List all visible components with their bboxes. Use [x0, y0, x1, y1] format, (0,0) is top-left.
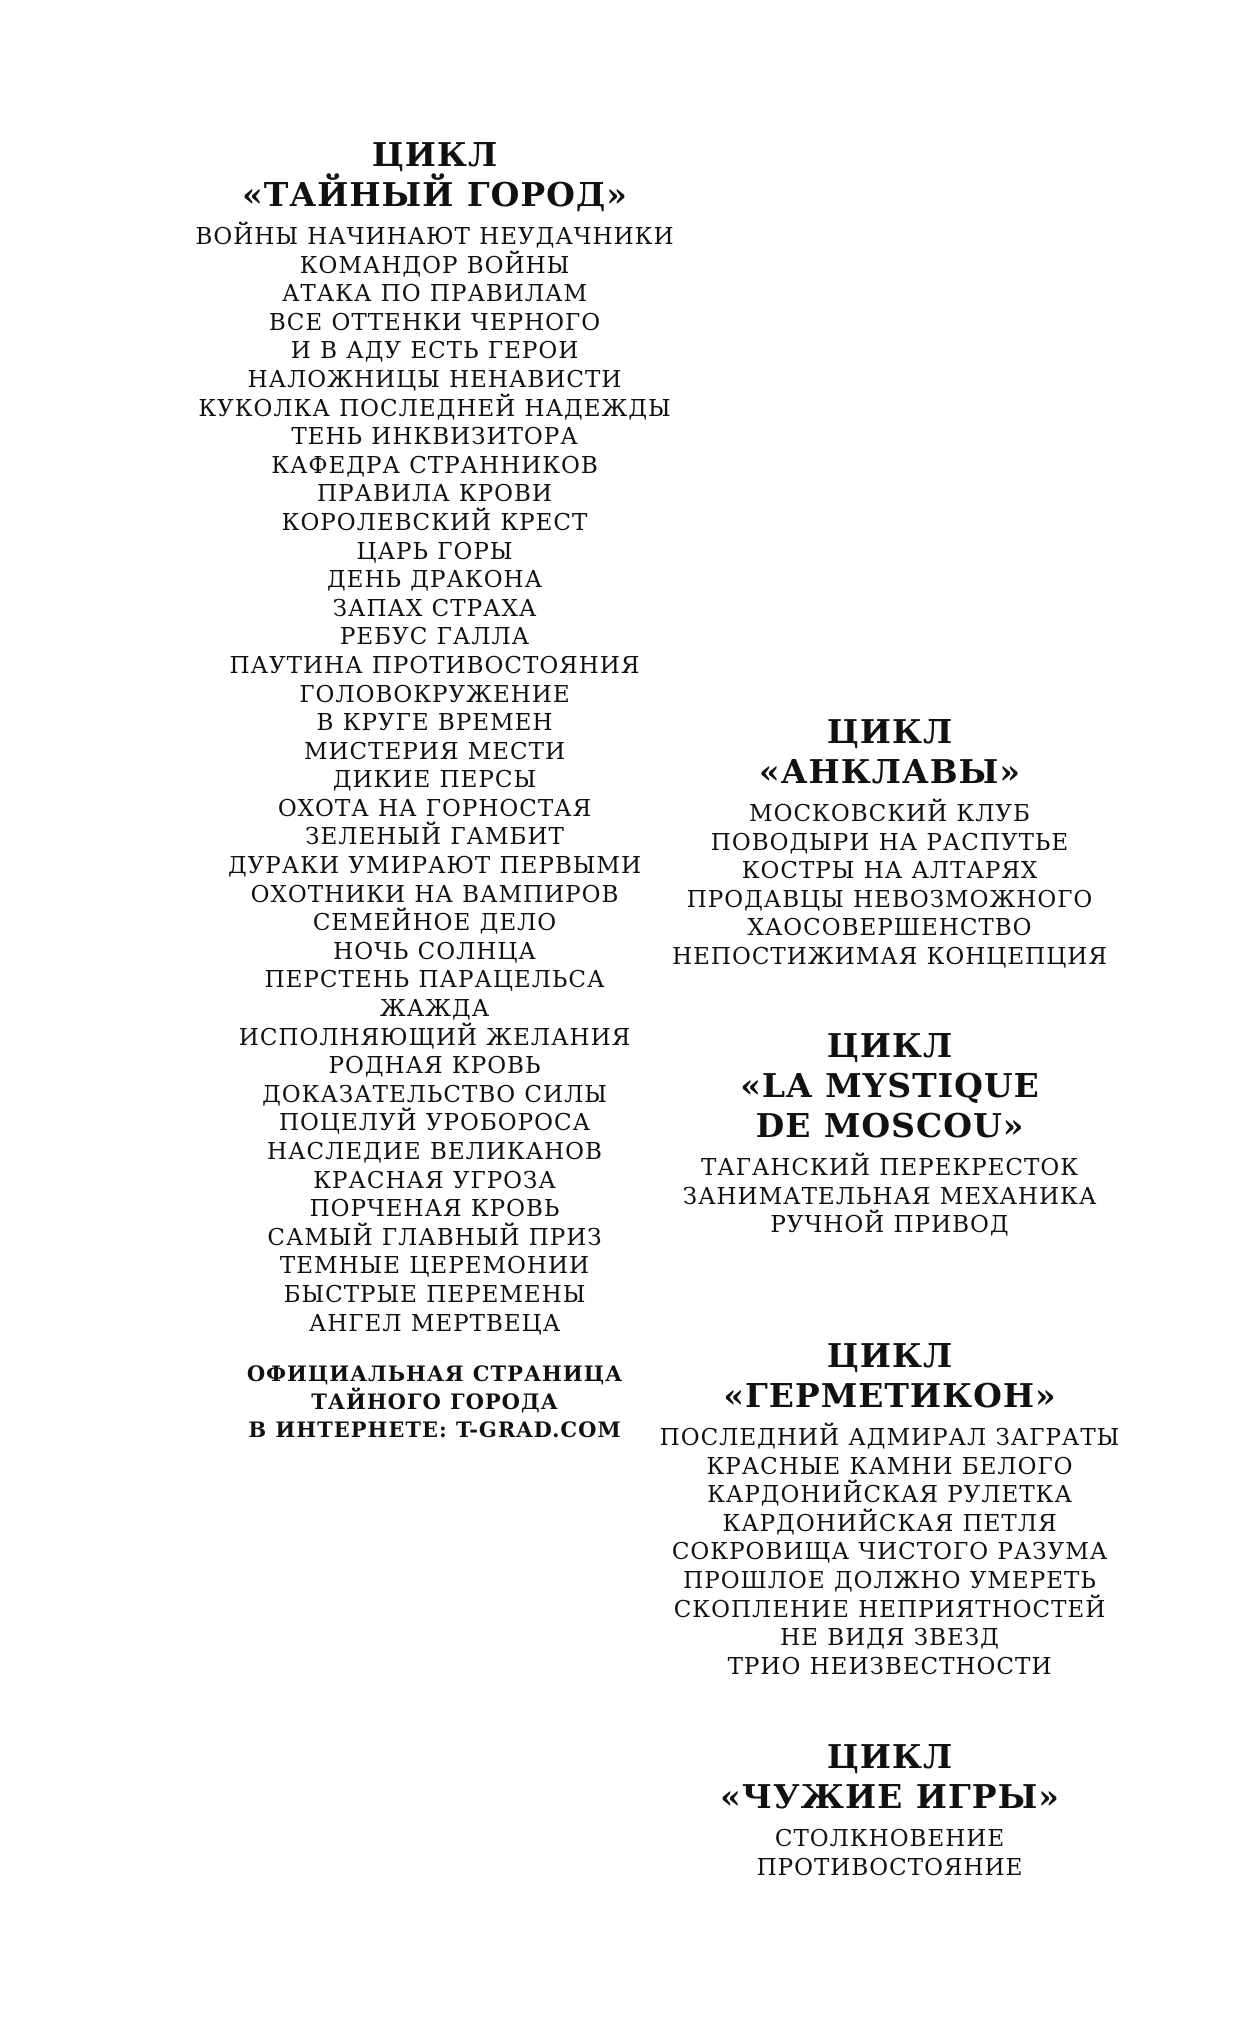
book-title: ОХОТНИКИ НА ВАМПИРОВ [250, 881, 620, 908]
cycle-name: «АНКЛАВЫ» [759, 752, 1021, 791]
book-title: ГОЛОВОКРУЖЕНИЕ [299, 681, 571, 708]
cycle-label: ЦИКЛ [371, 135, 499, 174]
cycle-heading [645, 1336, 1135, 1416]
book-title: ВСЕ ОТТЕНКИ ЧЕРНОГО [268, 309, 602, 336]
book-title: ВОЙНЫ НАЧИНАЮТ НЕУДАЧНИКИ [195, 224, 675, 250]
official-line: ОФИЦИАЛЬНАЯ СТРАНИЦА [246, 1361, 624, 1387]
book-title: ПРОДАВЦЫ НЕВОЗМОЖНОГО [686, 886, 1094, 913]
cycle-germetikon [645, 1336, 1135, 1681]
book-title: КОСТРЫ НА АЛТАРЯХ [741, 858, 1039, 885]
book-title: ЗАНИМАТЕЛЬНАЯ МЕХАНИКА [682, 1183, 1098, 1210]
book-title: ДУРАКИ УМИРАЮТ ПЕРВЫМИ [227, 853, 643, 880]
book-title: В КРУГЕ ВРЕМЕН [316, 710, 554, 737]
cycle-la-mystique [645, 1026, 1135, 1240]
book-title: КУКОЛКА ПОСЛЕДНЕЙ НАДЕЖДЫ [198, 395, 672, 422]
book-title: АТАКА ПО ПРАВИЛАМ [281, 281, 588, 308]
book-title: РЕБУС ГАЛЛА [339, 624, 531, 651]
official-site-note [170, 1360, 700, 1444]
book-title: ТРИО НЕИЗВЕСТНОСТИ [727, 1653, 1053, 1680]
book-title: ПОСЛЕДНИЙ АДМИРАЛ ЗАГРАТЫ [659, 1425, 1121, 1451]
book-title: ИСПОЛНЯЮЩИЙ ЖЕЛАНИЯ [238, 1024, 632, 1051]
cycle-label: ЦИКЛ [826, 1737, 954, 1776]
book-title: КОРОЛЕВСКИЙ КРЕСТ [281, 509, 589, 536]
book-title: ЗАПАХ СТРАХА [332, 595, 538, 622]
book-title: ПАУТИНА ПРОТИВОСТОЯНИЯ [229, 652, 641, 679]
book-title: НЕ ВИДЯ ЗВЕЗД [780, 1625, 1000, 1652]
book-title: ПОРЧЕНАЯ КРОВЬ [309, 1196, 561, 1223]
official-line: ТАЙНОГО ГОРОДА [311, 1389, 559, 1415]
cycle-name: «ЧУЖИЕ ИГРЫ» [720, 1777, 1060, 1816]
book-title: МИСТЕРИЯ МЕСТИ [303, 738, 567, 765]
book-title: ТЕМНЫЕ ЦЕРЕМОНИИ [279, 1253, 591, 1280]
official-line: В ИНТЕРНЕТЕ: T-GRAD.COM [248, 1417, 622, 1443]
book-title: КАФЕДРА СТРАННИКОВ [271, 452, 599, 479]
book-title: СТОЛКНОВЕНИЕ [774, 1826, 1006, 1852]
book-title: СКОПЛЕНИЕ НЕПРИЯТНОСТЕЙ [673, 1596, 1107, 1623]
cycle-heading [170, 135, 700, 215]
book-title: РОДНАЯ КРОВЬ [328, 1053, 542, 1080]
book-title: ДИКИЕ ПЕРСЫ [332, 767, 538, 794]
book-title: ТАГАНСКИЙ ПЕРЕКРЕСТОК [700, 1155, 1080, 1181]
cycle-name: «LA MYSTIQUE [740, 1066, 1040, 1105]
book-title: ПОЦЕЛУЙ УРОБОРОСА [278, 1110, 591, 1137]
book-title: СЕМЕЙНОЕ ДЕЛО [312, 910, 558, 937]
cycle-tainy-gorod [170, 135, 700, 1444]
book-title: ДОКАЗАТЕЛЬСТВО СИЛЫ [262, 1081, 608, 1108]
cycle-heading [645, 1026, 1135, 1146]
book-title: ПЕРСТЕНЬ ПАРАЦЕЛЬСА [264, 967, 606, 994]
book-title: НАЛОЖНИЦЫ НЕНАВИСТИ [247, 366, 623, 393]
book-title: КОМАНДОР ВОЙНЫ [299, 252, 571, 279]
book-list [645, 1424, 1135, 1681]
cycle-label: ЦИКЛ [826, 712, 954, 751]
book-title: ПРОШЛОЕ ДОЛЖНО УМЕРЕТЬ [683, 1567, 1097, 1594]
book-title: КАРДОНИЙСКАЯ РУЛЕТКА [707, 1482, 1073, 1509]
book-title: НОЧЬ СОЛНЦА [333, 938, 537, 965]
book-title: СОКРОВИЩА ЧИСТОГО РАЗУМА [671, 1539, 1109, 1566]
cycle-label: ЦИКЛ [826, 1026, 954, 1065]
book-title: НЕПОСТИЖИМАЯ КОНЦЕПЦИЯ [672, 943, 1108, 970]
cycle-name: «ТАЙНЫЙ ГОРОД» [242, 175, 628, 214]
book-title: ОХОТА НА ГОРНОСТАЯ [277, 795, 593, 822]
book-title: БЫСТРЫЕ ПЕРЕМЕНЫ [283, 1281, 587, 1308]
cycle-heading [645, 712, 1135, 792]
book-title: КРАСНЫЕ КАМНИ БЕЛОГО [706, 1453, 1074, 1480]
book-title: И В АДУ ЕСТЬ ГЕРОИ [290, 338, 580, 365]
book-list [645, 1154, 1135, 1240]
book-title: АНГЕЛ МЕРТВЕЦА [308, 1310, 562, 1337]
cycle-name: «ГЕРМЕТИКОН» [723, 1376, 1057, 1415]
book-list [645, 800, 1135, 972]
cycle-name: DE MOSCOU» [755, 1106, 1025, 1145]
book-title: ПРАВИЛА КРОВИ [317, 481, 553, 508]
book-title: ДЕНЬ ДРАКОНА [326, 567, 544, 594]
cycle-anklavy [645, 712, 1135, 972]
book-title: ПОВОДЫРИ НА РАСПУТЬЕ [710, 829, 1070, 856]
cycle-heading [645, 1737, 1135, 1817]
book-title: КРАСНАЯ УГРОЗА [313, 1167, 557, 1194]
cycle-chuzhie-igry [645, 1737, 1135, 1882]
book-title: ЦАРЬ ГОРЫ [356, 538, 514, 565]
book-list [645, 1825, 1135, 1882]
book-title: НАСЛЕДИЕ ВЕЛИКАНОВ [267, 1139, 603, 1165]
cycle-label: ЦИКЛ [826, 1336, 954, 1375]
book-title: ЗЕЛЕНЫЙ ГАМБИТ [305, 824, 565, 851]
book-list [170, 223, 700, 1338]
book-title: ПРОТИВОСТОЯНИЕ [756, 1854, 1024, 1881]
book-title: ЖАЖДА [379, 996, 491, 1023]
book-title: ТЕНЬ ИНКВИЗИТОРА [291, 424, 579, 451]
book-title: КАРДОНИЙСКАЯ ПЕТЛЯ [722, 1510, 1058, 1537]
book-title: ХАОСОВЕРШЕНСТВО [747, 915, 1033, 942]
book-title: РУЧНОЙ ПРИВОД [770, 1212, 1010, 1239]
book-title: МОСКОВСКИЙ КЛУБ [749, 801, 1031, 827]
book-title: САМЫЙ ГЛАВНЫЙ ПРИЗ [267, 1224, 603, 1251]
